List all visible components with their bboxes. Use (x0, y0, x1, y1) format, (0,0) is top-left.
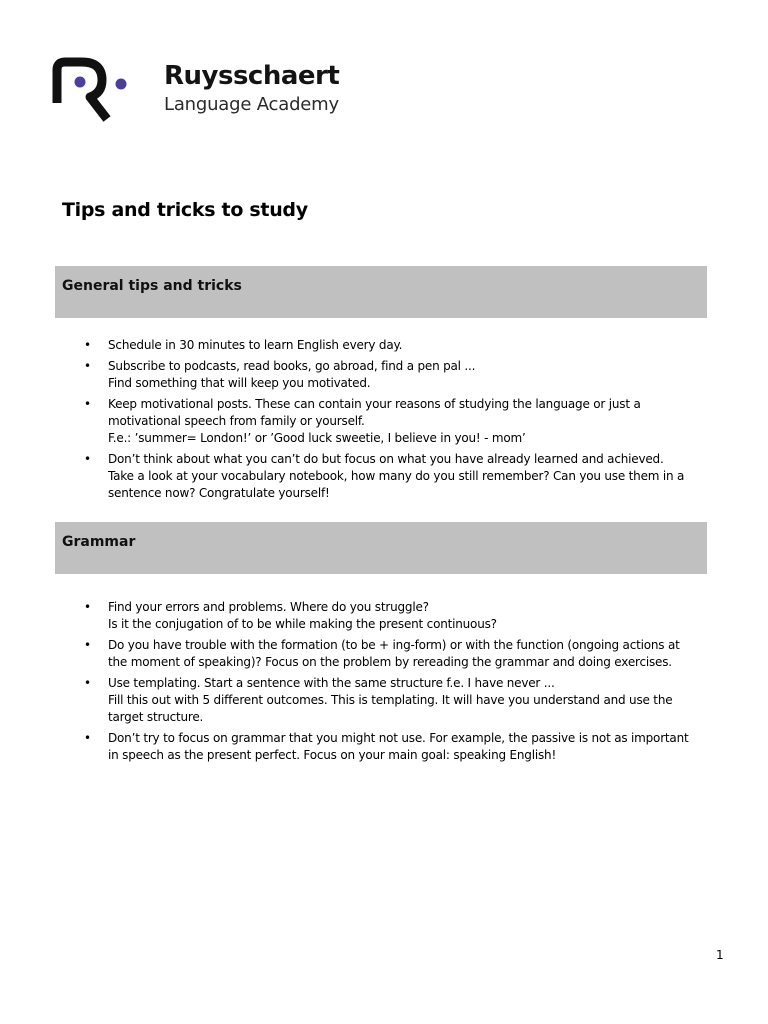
list-item-line: • Don’t think about what you can’t do but focus on what you have already learned and achieved. (108, 452, 664, 466)
list-item-line: Fill this out with 5 different outcomes. This is templating. It will have you understand and use the target structure. (108, 693, 673, 724)
list-item-line: • Find your errors and problems. Where do you struggle? (108, 600, 429, 614)
list-item-line: • Don’t try to focus on grammar that you might not use. For example, the passive is not as important in speech as the present perfect. Focus on your main goal: speaking English! (108, 731, 689, 762)
brand-name: Ruysschaert (164, 61, 340, 91)
list-item-line: F.e.: ’summer= London!’ or ’Good luck sweetie, I believe in you! - mom’ (108, 431, 526, 445)
list-item (84, 599, 694, 633)
list-item (84, 637, 694, 671)
page-number: 1 (716, 948, 724, 962)
page-title: Tips and tricks to study (62, 199, 308, 221)
section-heading: Grammar (62, 534, 136, 550)
list-item (84, 675, 694, 726)
section-header-general (55, 266, 707, 318)
list-item-line: • Use templating. Start a sentence with the same structure f.e. I have never ... (108, 676, 555, 690)
list-item-line: • Keep motivational posts. These can contain your reasons of studying the language or just a motivational speech from family or yourself. (108, 397, 641, 428)
list-item-line: Take a look at your vocabulary notebook, how many do you still remember? Can you use them in a sentence now? Congratulate yourself! (108, 469, 685, 500)
list-item (84, 337, 694, 354)
list-item-line: Is it the conjugation of to be while making the present continuous? (108, 617, 497, 631)
list-item (84, 358, 694, 392)
list-item-line: • Schedule in 30 minutes to learn English every day. (108, 338, 403, 352)
list-item-line: • Do you have trouble with the formation (to be + ing-form) or with the function (ongoing actions at the moment of speaking)? Focus on the problem by rereading the grammar and doing exercises. (108, 638, 680, 669)
ruysschaert-logo-mark-icon (50, 55, 130, 125)
general-tips-list (84, 337, 694, 506)
logo (50, 55, 350, 125)
section-heading: General tips and tricks (62, 278, 242, 294)
list-item (84, 396, 694, 447)
list-item (84, 451, 694, 502)
grammar-tips-list (84, 599, 694, 768)
list-item-line: Find something that will keep you motivated. (108, 376, 371, 390)
brand-subtitle: Language Academy (164, 94, 339, 115)
list-item-line: • Subscribe to podcasts, read books, go abroad, find a pen pal ... (108, 359, 476, 373)
list-item (84, 730, 694, 764)
section-header-grammar (55, 522, 707, 574)
